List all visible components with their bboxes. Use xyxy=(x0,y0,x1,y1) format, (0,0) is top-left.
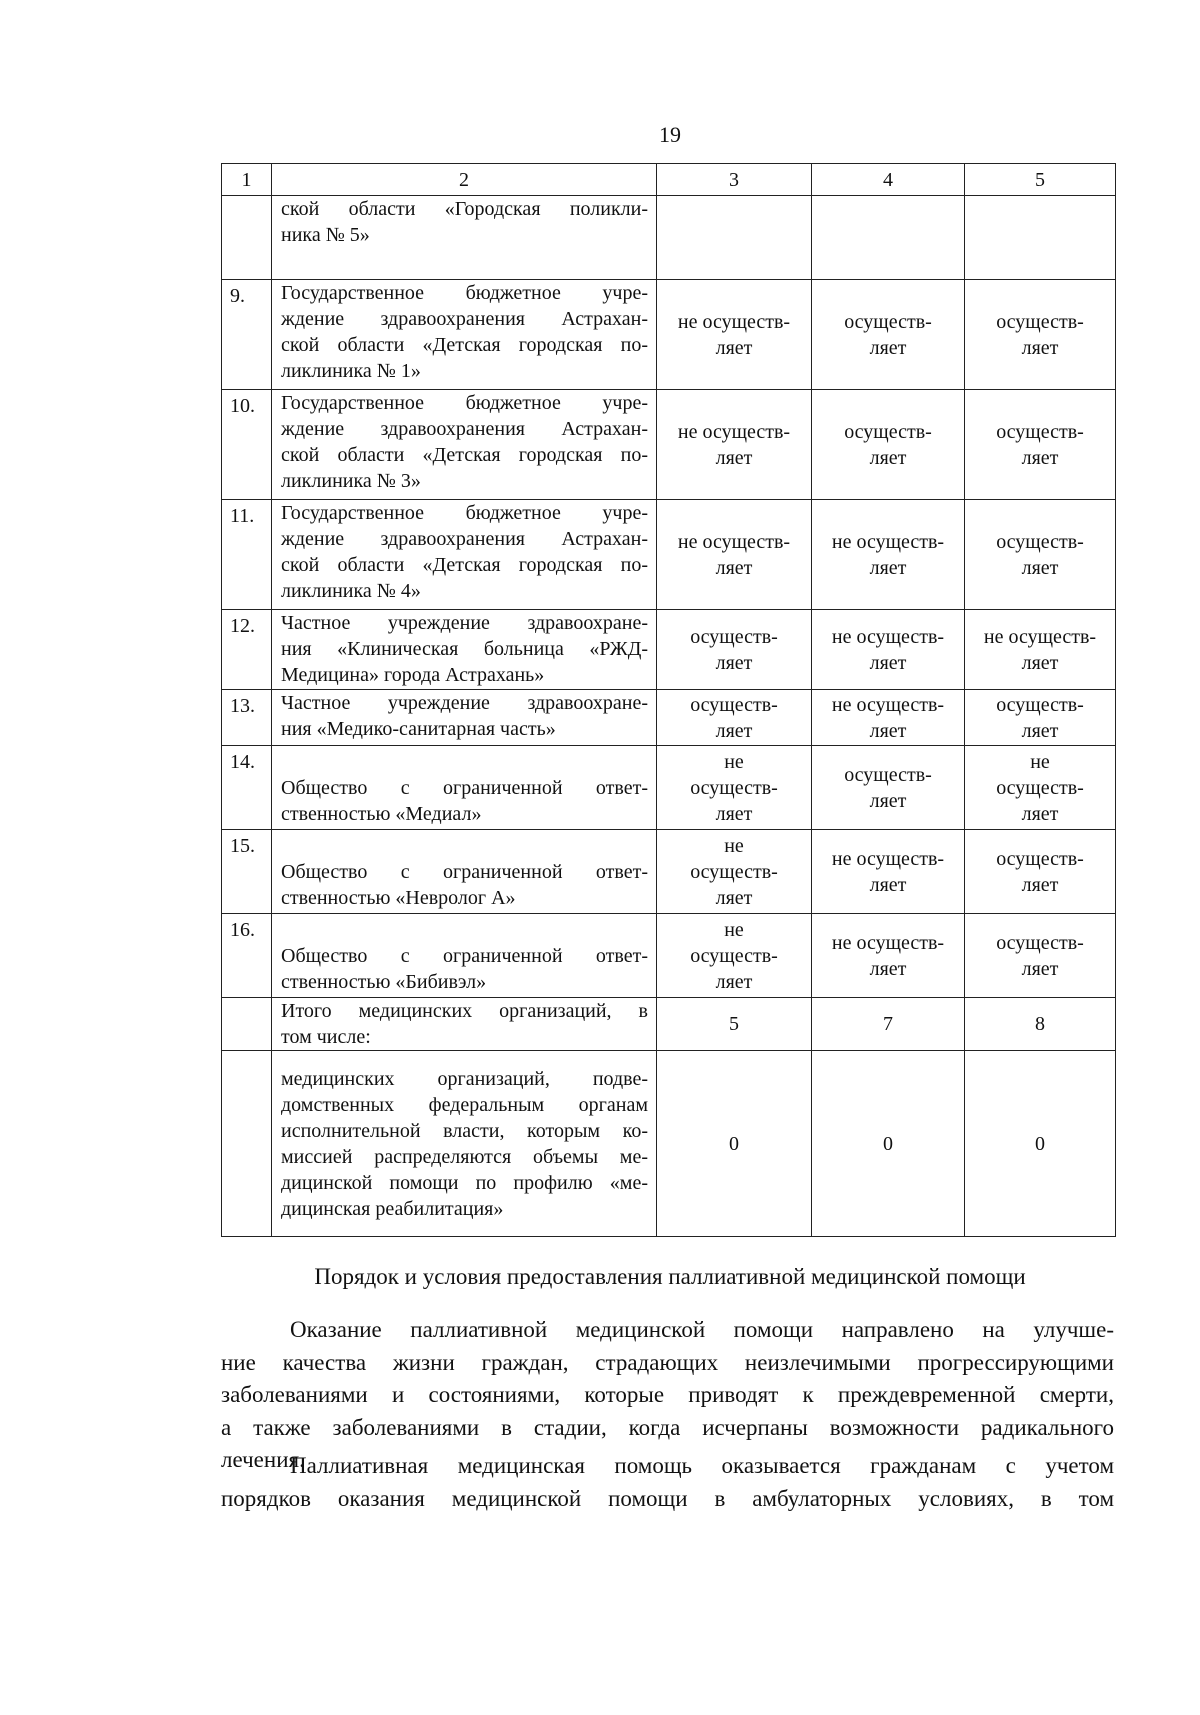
cell-line: ляет xyxy=(715,651,753,674)
status-cell-col3 xyxy=(657,914,812,998)
cell-line: ляет xyxy=(715,802,753,825)
cell-line: не осуществ- xyxy=(677,530,791,553)
cell-line: не осуществ- xyxy=(831,625,945,648)
status-cell-col3 xyxy=(657,746,812,830)
status-cell-col4 xyxy=(812,746,965,830)
status-cell-col3 xyxy=(657,500,812,610)
medical-organizations-table xyxy=(221,163,1116,1237)
cell-line: осуществ- xyxy=(844,310,932,333)
row-number: 10. xyxy=(222,390,272,500)
cell-line: ственностью «Медиал» xyxy=(281,803,482,825)
cell-line: ственностью «Невролог А» xyxy=(281,887,516,909)
status-cell-col3 xyxy=(657,830,812,914)
cell-line: ляет xyxy=(715,446,753,469)
table-row xyxy=(222,280,1116,390)
cell-line: ляет xyxy=(715,886,753,909)
cell-line: ляет xyxy=(1021,802,1059,825)
cell-line: домственных федеральным органам xyxy=(281,1093,648,1116)
header-cell: 3 xyxy=(657,164,812,196)
cell-line: ляет xyxy=(1021,651,1059,674)
cell-line: ликлиника № 1» xyxy=(281,360,421,382)
paragraph-line: Оказание паллиативной медицинской помощи направлено на улучше- xyxy=(290,1317,1114,1342)
cell-line: ждение здравоохранения Астрахан- xyxy=(281,418,648,440)
cell-line: ляет xyxy=(1021,336,1059,359)
cell-line: Общество с ограниченной ответ- xyxy=(281,945,648,967)
header-cell: 2 xyxy=(272,164,657,196)
table-header-row xyxy=(222,164,1116,196)
cell-line: осуществ- xyxy=(996,693,1084,716)
summary-value-col3: 0 xyxy=(657,1051,812,1237)
cell-line: Общество с ограниченной ответ- xyxy=(281,861,648,883)
status-cell-col4 xyxy=(812,500,965,610)
cell-line: ляет xyxy=(1021,957,1059,980)
cell-line: ской области «Детская городская по- xyxy=(281,554,648,576)
cell-line: не xyxy=(724,834,744,857)
status-cell-col3 xyxy=(657,196,812,280)
cell-line: ляет xyxy=(1021,719,1059,742)
cell-line: осуществ- xyxy=(996,420,1084,443)
cell-line: не xyxy=(724,750,744,773)
cell-line: ляет xyxy=(869,651,907,674)
row-number: 11. xyxy=(222,500,272,610)
cell-line: миссией распределяются объемы ме- xyxy=(281,1145,648,1168)
cell-line: не осуществ- xyxy=(677,310,791,333)
status-cell-col3 xyxy=(657,610,812,690)
cell-line: ляет xyxy=(869,957,907,980)
federal-row xyxy=(222,1051,1116,1237)
cell-line: ликлиника № 3» xyxy=(281,470,421,492)
section-heading: Порядок и условия предоставления паллиативной медицинской помощи xyxy=(314,1264,1026,1289)
status-cell-col5 xyxy=(965,830,1116,914)
status-cell-col3 xyxy=(657,690,812,746)
status-cell-col5 xyxy=(965,914,1116,998)
cell-line: ждение здравоохранения Астрахан- xyxy=(281,528,648,550)
cell-line: Государственное бюджетное учре- xyxy=(281,282,648,304)
cell-line: не осуществ- xyxy=(831,847,945,870)
row-number xyxy=(222,196,272,280)
summary-value-col5: 0 xyxy=(965,1051,1116,1237)
summary-value-col3: 5 xyxy=(657,998,812,1051)
paragraph-line: лечения. xyxy=(221,1447,305,1472)
table-row xyxy=(222,500,1116,610)
cell-line: ляет xyxy=(715,970,753,993)
cell-line: ляет xyxy=(1021,556,1059,579)
cell-line: ния «Клиническая больница «РЖД- xyxy=(281,638,648,660)
organization-name xyxy=(272,610,657,690)
cell-line: осуществ- xyxy=(996,931,1084,954)
paragraph-line: Паллиативная медицинская помощь оказывается гражданам с учетом xyxy=(290,1453,1114,1478)
table-row xyxy=(222,390,1116,500)
cell-line: не осуществ- xyxy=(677,420,791,443)
cell-line: дицинская реабилитация» xyxy=(281,1197,504,1220)
cell-line: ской области «Городская поликли- xyxy=(281,198,648,220)
summary-value-col4: 0 xyxy=(812,1051,965,1237)
cell-line: ляет xyxy=(869,336,907,359)
cell-line: медицинских организаций, подве- xyxy=(281,1067,648,1090)
status-cell-col3 xyxy=(657,390,812,500)
status-cell-col5 xyxy=(965,746,1116,830)
row-number: 15. xyxy=(222,830,272,914)
header-cell: 1 xyxy=(222,164,272,196)
status-cell-col5 xyxy=(965,196,1116,280)
organization-name xyxy=(272,390,657,500)
cell-line: осуществ- xyxy=(844,420,932,443)
page-number: 19 xyxy=(659,122,681,147)
row-number: 12. xyxy=(222,610,272,690)
cell-line: ляет xyxy=(1021,446,1059,469)
cell-line: ника № 5» xyxy=(281,224,370,246)
organization-name xyxy=(272,690,657,746)
cell-line: ской области «Детская городская по- xyxy=(281,444,648,466)
status-cell-col5 xyxy=(965,280,1116,390)
cell-line: ляет xyxy=(869,719,907,742)
status-cell-col5 xyxy=(965,390,1116,500)
table-row xyxy=(222,914,1116,998)
cell-line: осуществ- xyxy=(996,530,1084,553)
table-row xyxy=(222,830,1116,914)
cell-line: не осуществ- xyxy=(831,693,945,716)
cell-line: Частное учреждение здравоохране- xyxy=(281,612,648,634)
status-cell-col4 xyxy=(812,390,965,500)
cell-line: исполнительной власти, которым ко- xyxy=(281,1119,648,1142)
status-cell-col4 xyxy=(812,690,965,746)
paragraph-line: а также заболеваниями в стадии, когда исчерпаны возможности радикального xyxy=(221,1414,1114,1440)
cell-line: осуществ- xyxy=(996,847,1084,870)
summary-value-col4: 7 xyxy=(812,998,965,1051)
table-row xyxy=(222,690,1116,746)
total-row xyxy=(222,998,1116,1051)
cell-line: ляет xyxy=(715,336,753,359)
cell-line: Медицина» города Астрахань» xyxy=(281,664,545,686)
cell-line: осуществ- xyxy=(690,860,778,883)
row-number: 16. xyxy=(222,914,272,998)
cell-line: том числе: xyxy=(281,1026,371,1048)
cell-line: не xyxy=(724,918,744,941)
cell-line: Частное учреждение здравоохране- xyxy=(281,692,648,714)
cell-line: дицинской помощи по профилю «ме- xyxy=(281,1171,648,1194)
cell-line: ляет xyxy=(869,873,907,896)
row-number xyxy=(222,998,272,1051)
cell-line: не осуществ- xyxy=(831,530,945,553)
status-cell-col4 xyxy=(812,196,965,280)
cell-line: не осуществ- xyxy=(831,931,945,954)
cell-line: Итого медицинских организаций, в xyxy=(281,1000,648,1022)
table-row xyxy=(222,196,1116,280)
row-number: 13. xyxy=(222,690,272,746)
cell-line: осуществ- xyxy=(996,776,1084,799)
organization-name xyxy=(272,746,657,830)
status-cell-col4 xyxy=(812,610,965,690)
cell-line: ния «Медико-санитарная часть» xyxy=(281,718,556,740)
cell-line: ственностью «Бибивэл» xyxy=(281,971,487,993)
status-cell-col3 xyxy=(657,280,812,390)
paragraph-line: заболеваниями и состояниями, которые приводят к преждевременной смерти, xyxy=(221,1382,1114,1407)
table-row xyxy=(222,746,1116,830)
cell-line: не осуществ- xyxy=(983,625,1097,648)
cell-line: ждение здравоохранения Астрахан- xyxy=(281,308,648,330)
cell-line: осуществ- xyxy=(690,625,778,648)
row-number: 14. xyxy=(222,746,272,830)
cell-line: осуществ- xyxy=(690,693,778,716)
cell-line: Государственное бюджетное учре- xyxy=(281,502,648,524)
cell-line: Государственное бюджетное учре- xyxy=(281,392,648,414)
cell-line: осуществ- xyxy=(844,763,932,786)
cell-line: ляет xyxy=(1021,873,1059,896)
row-number: 9. xyxy=(222,280,272,390)
cell-line: ликлиника № 4» xyxy=(281,580,421,602)
cell-line: не xyxy=(1030,750,1050,773)
status-cell-col5 xyxy=(965,610,1116,690)
row-number xyxy=(222,1051,272,1237)
status-cell-col5 xyxy=(965,500,1116,610)
paragraph-line: порядков оказания медицинской помощи в амбулаторных условиях, в том xyxy=(221,1485,1114,1511)
cell-line: ляет xyxy=(715,556,753,579)
summary-name xyxy=(272,1051,657,1237)
organization-name xyxy=(272,500,657,610)
header-cell: 5 xyxy=(965,164,1116,196)
cell-line: осуществ- xyxy=(690,776,778,799)
organization-name xyxy=(272,280,657,390)
header-cell: 4 xyxy=(812,164,965,196)
cell-line: Общество с ограниченной ответ- xyxy=(281,777,648,799)
organization-name xyxy=(272,196,657,280)
cell-line: ляет xyxy=(869,789,907,812)
organization-name xyxy=(272,914,657,998)
cell-line: ляет xyxy=(715,719,753,742)
summary-name xyxy=(272,998,657,1051)
status-cell-col5 xyxy=(965,690,1116,746)
organization-name xyxy=(272,830,657,914)
cell-line: ляет xyxy=(869,556,907,579)
cell-line: осуществ- xyxy=(690,944,778,967)
status-cell-col4 xyxy=(812,914,965,998)
table-row xyxy=(222,610,1116,690)
cell-line: ской области «Детская городская по- xyxy=(281,334,648,356)
summary-value-col5: 8 xyxy=(965,998,1116,1051)
status-cell-col4 xyxy=(812,280,965,390)
paragraph-2 xyxy=(221,1450,1114,1515)
paragraph-line: ние качества жизни граждан, страдающих неизлечимыми прогрессирующими xyxy=(221,1349,1114,1375)
cell-line: осуществ- xyxy=(996,310,1084,333)
status-cell-col4 xyxy=(812,830,965,914)
cell-line: ляет xyxy=(869,446,907,469)
